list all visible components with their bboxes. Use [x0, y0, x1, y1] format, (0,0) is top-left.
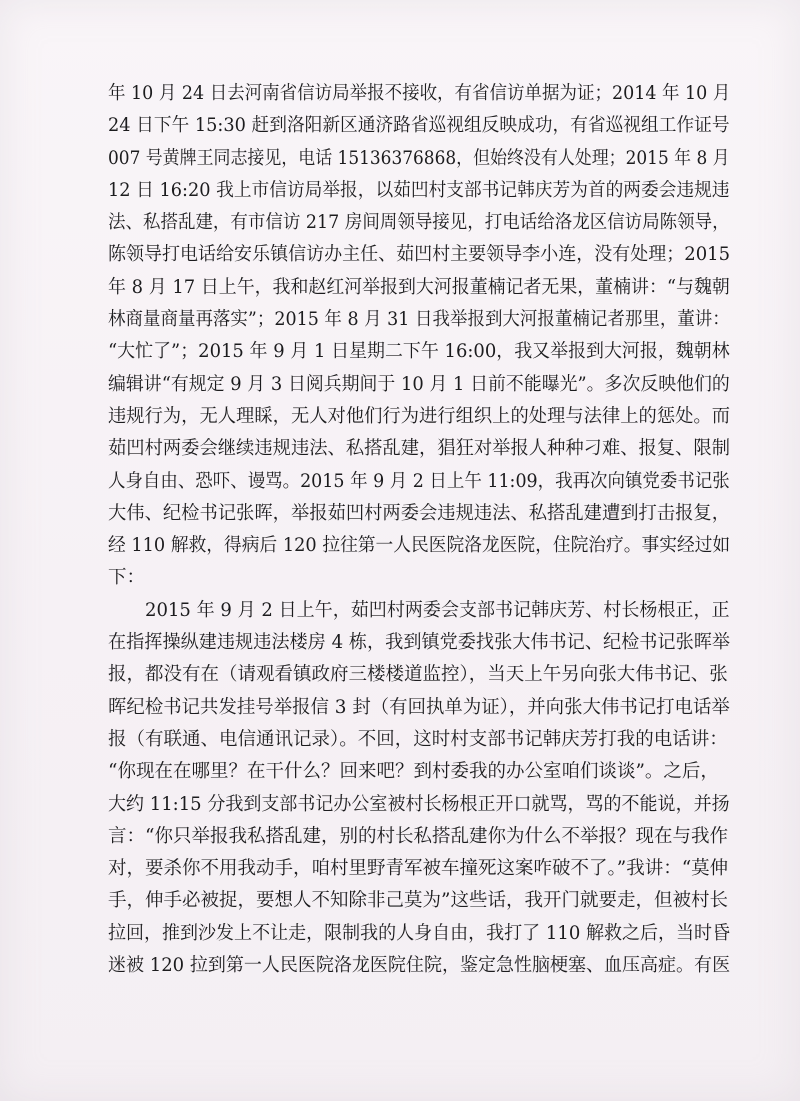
text-line: “大忙了”；2015 年 9 月 1 日星期二下午 16:00，我又举报到大河报，魏朝林: [108, 341, 730, 363]
text-line: 大约 11:15 分我到支部书记办公室被村长杨根正开口就骂，骂的不能说，并扬: [108, 793, 730, 815]
text-line: 对，要杀你不用我动手，咱村里野青军被车撞死这案咋破不了。”我讲：“莫伸: [108, 858, 729, 880]
document-body: [108, 78, 730, 982]
text-line: 迷被 120 拉到第一人民医院洛龙医院住院，鉴定急性脑梗塞、血压高症。有医: [108, 955, 731, 977]
text-line: 编辑讲“有规定 9 月 3 日阅兵期间于 10 月 1 日前不能曝光”。多次反映他们的: [108, 373, 730, 395]
text-line: 007 号黄牌王同志接见，电话 15136376868，但始终没有人处理；2015 年 8 月: [108, 147, 730, 169]
text-line: 拉回，推到沙发上不让走，限制我的人身自由，我打了 110 解救之后，当时昏: [108, 922, 731, 944]
text-line: 言：“你只举报我私搭乱建，别的村长私搭乱建你为什么不举报？现在与我作: [108, 825, 728, 847]
text-line: 林商量商量再落实”；2015 年 8 月 31 日我举报到大河报董楠记者那里，董讲：: [108, 309, 730, 331]
text-line: 经 110 解救，得病后 120 拉往第一人民医院洛龙医院，住院治疗。事实经过如: [108, 535, 731, 557]
text-line: 年 8 月 17 日上午，我和赵红河举报到大河报董楠记者无果，董楠讲：“与魏朝: [108, 276, 730, 298]
text-line: 法、私搭乱建，有市信访 217 房间周领导接见，打电话给洛龙区信访局陈领导，: [108, 212, 730, 234]
text-line: 在指挥操纵建违规违法楼房 4 栋，我到镇党委找张大伟书记、纪检书记张晖举: [108, 632, 731, 654]
text-line: 下：: [108, 567, 146, 589]
text-line: 年 10 月 24 日去河南省信访局举报不接收，有省信访单据为证；2014 年 10 月: [108, 83, 731, 104]
text-line: 人身自由、恐吓、谩骂。2015 年 9 月 2 日上午 11:09，我再次向镇党委书记张: [108, 470, 730, 492]
text-line: “你现在在哪里？在干什么？回来吧？到村委我的办公室咱们谈谈”。之后，: [108, 761, 719, 783]
text-line: 报，都没有在（请观看镇政府三楼楼道监控），当天上午另向张大伟书记、张: [108, 664, 728, 686]
text-line: 陈领导打电话给安乐镇信访办主任、茹凹村主要领导李小连，没有处理；2015: [108, 244, 731, 266]
text-line: 报（有联通、电信通讯记录）。不回，这时村支部书记韩庆芳打我的电话讲：: [108, 728, 728, 750]
text-line: 晖纪检书记共发挂号举报信 3 封（有回执单为证），并向张大伟书记打电话举: [108, 696, 730, 718]
text-line: 12 日 16:20 我上市信访局举报，以茹凹村支部书记韩庆芳为首的两委会违规违: [108, 179, 730, 201]
text-line: 手，伸手必被捉，要想人不知除非己莫为”这些话，我开门就要走，但被村长: [108, 890, 728, 912]
text-line: 大伟、纪检书记张晖，举报茹凹村两委会违规违法、私搭乱建遭到打击报复，: [108, 502, 731, 524]
text-line: 违规行为，无人理睬，无人对他们行为进行组织上的处理与法律上的惩处。而: [108, 405, 731, 427]
text-line: 茹凹村两委会继续违规违法、私搭乱建，猖狂对举报人种种刁难、报复、限制: [108, 438, 731, 460]
paragraph-first-line: 2015 年 9 月 2 日上午，茹凹村两委会支部书记韩庆芳、村长杨根正，正: [145, 599, 730, 621]
text-line: 24 日下午 15:30 赶到洛阳新区通济路省巡视组反映成功，有省巡视组工作证号: [108, 115, 730, 137]
